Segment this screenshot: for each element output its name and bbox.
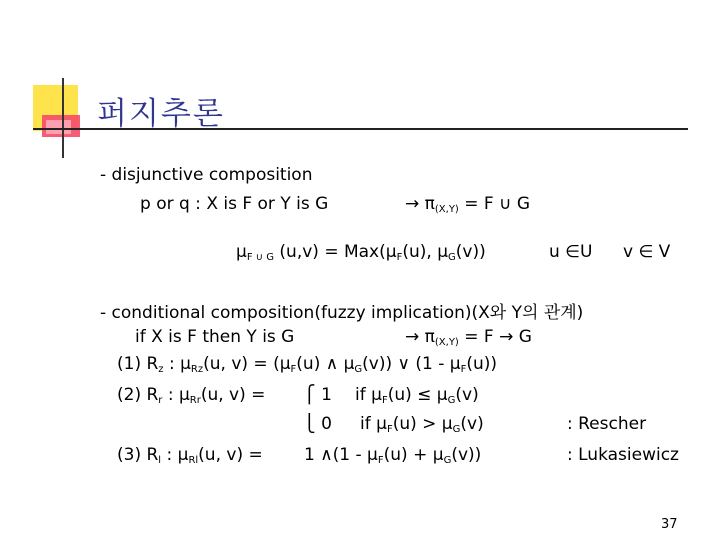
line-rz-formula xyxy=(117,354,497,375)
formula-text: p or q : X is F or Y is G xyxy=(140,194,329,214)
line-rr-formula xyxy=(117,385,265,406)
formula-text: = F ∪ G xyxy=(458,194,531,214)
formula-subscript: F xyxy=(377,455,384,466)
formula-text: (u) > μ xyxy=(392,414,453,434)
formula-subscript: r xyxy=(158,395,163,406)
formula-subscript: l xyxy=(158,455,162,466)
formula-text: ⎧ 1 xyxy=(303,385,332,405)
formula-text: (v)) xyxy=(451,445,482,465)
decor-pink-square xyxy=(46,120,71,134)
formula-text: (u) + μ xyxy=(383,445,444,465)
line-rr-case-one-value xyxy=(303,385,332,405)
formula-text: (2) R xyxy=(117,385,159,405)
formula-text: - conditional composition(fuzzy implication)(X와 Y의 관계) xyxy=(100,303,584,323)
formula-subscript: F ∪ G xyxy=(246,252,275,263)
decor-vertical-line xyxy=(62,78,64,158)
formula-text: (u, v) = xyxy=(200,385,266,405)
formula-subscript: G xyxy=(354,364,363,375)
formula-subscript: F xyxy=(381,395,388,406)
line-disjunctive-heading xyxy=(100,165,312,185)
formula-subscript: Rr xyxy=(189,395,201,406)
formula-text: (3) R xyxy=(117,445,159,465)
formula-text: (u, v) = xyxy=(198,445,263,465)
formula-text: (v) xyxy=(460,414,484,434)
formula-subscript: Rz xyxy=(190,364,204,375)
line-rr-case-zero-value xyxy=(303,414,332,434)
formula-text: (u, v) = (μ xyxy=(203,354,291,374)
formula-subscript: (X,Y) xyxy=(434,337,459,348)
formula-text: = F → G xyxy=(458,327,532,347)
formula-text: u ∈U xyxy=(549,242,593,262)
formula-text: : Rescher xyxy=(567,414,647,434)
formula-text: if μ xyxy=(360,414,387,434)
page-number: 37 xyxy=(661,517,678,532)
line-conditional-premise xyxy=(135,327,294,347)
formula-text: : Lukasiewicz xyxy=(567,445,679,465)
line-disjunctive-premise xyxy=(140,194,328,214)
formula-text: 1 ∧(1 - μ xyxy=(304,445,378,465)
formula-text: (u) ∧ μ xyxy=(296,354,355,374)
formula-text: ⎩ 0 xyxy=(303,414,332,434)
line-rr-case-zero-condition xyxy=(360,414,484,435)
formula-text: (v)) xyxy=(455,242,486,262)
formula-subscript: G xyxy=(448,252,456,263)
line-rl-expression xyxy=(304,445,481,466)
formula-text: if μ xyxy=(355,385,382,405)
formula-subscript: G xyxy=(443,455,452,466)
formula-text: : μ xyxy=(163,354,191,374)
line-rr-case-one-condition xyxy=(355,385,479,406)
formula-text: μ xyxy=(236,242,247,262)
formula-text: (u) ≤ μ xyxy=(387,385,448,405)
formula-subscript: (X,Y) xyxy=(434,204,459,215)
line-conditional-relation xyxy=(405,327,532,348)
line-u-domain xyxy=(549,242,592,262)
formula-text: (1) R xyxy=(117,354,159,374)
formula-text: → π xyxy=(405,194,435,214)
formula-text: (u)) xyxy=(466,354,498,374)
line-conditional-heading xyxy=(100,298,583,323)
line-max-formula xyxy=(236,242,486,263)
slide-title: 퍼지추론 xyxy=(97,96,225,132)
formula-subscript: G xyxy=(447,395,456,406)
formula-subscript: F xyxy=(460,364,467,375)
formula-text: (v) xyxy=(455,385,479,405)
formula-text: v ∈ V xyxy=(623,242,671,262)
formula-text: (u,v) = Max(μ xyxy=(274,242,397,262)
formula-text: : μ xyxy=(161,445,189,465)
line-lukasiewicz-label xyxy=(567,445,679,465)
formula-subscript: F xyxy=(290,364,297,375)
formula-subscript: z xyxy=(158,364,164,375)
line-rescher-label xyxy=(567,414,646,434)
formula-text: if X is F then Y is G xyxy=(135,327,295,347)
formula-subscript: F xyxy=(386,424,393,435)
formula-text: → π xyxy=(405,327,435,347)
formula-text: (v)) ∨ (1 - μ xyxy=(362,354,461,374)
formula-text: : μ xyxy=(162,385,190,405)
formula-subscript: Rl xyxy=(188,455,199,466)
formula-subscript: F xyxy=(396,252,403,263)
line-disjunctive-relation xyxy=(405,194,530,215)
line-rl-formula xyxy=(117,445,263,466)
formula-text: (u), μ xyxy=(402,242,449,262)
line-v-domain xyxy=(623,242,670,262)
formula-text: - disjunctive composition xyxy=(100,165,313,185)
formula-subscript: G xyxy=(452,424,461,435)
